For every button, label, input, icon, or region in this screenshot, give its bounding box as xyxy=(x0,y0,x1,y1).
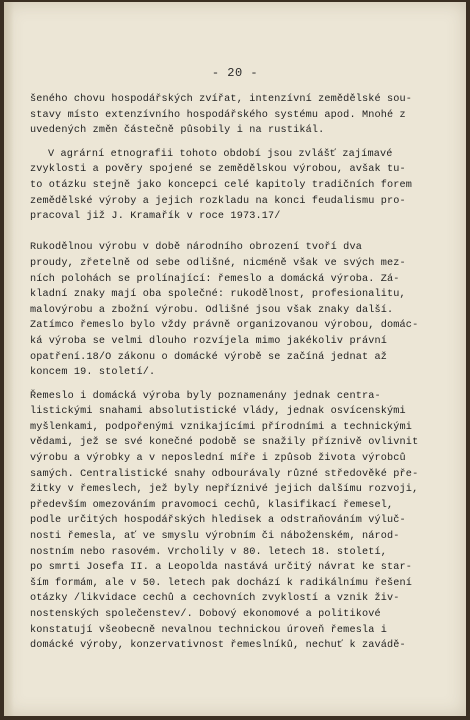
paragraph-2 xyxy=(30,147,450,225)
text-line: listickými snahami absolutistické vlády, jednak osvícenskými xyxy=(30,406,406,418)
text-line: uvedených změn částečně působily i na rustikál. xyxy=(30,125,325,137)
text-line: kladní znaky mají oba společné: rukodělnost, profesionalitu, xyxy=(30,289,406,301)
text-line: opatření.18/O zákonu o domácké výrobě se začíná jednat až xyxy=(30,351,388,363)
paragraph-1 xyxy=(30,92,450,139)
text-line: konstatují všeobecně nevalnou technickou úroveň řemesla i xyxy=(30,624,388,636)
paragraph-3 xyxy=(30,240,450,380)
text-line: V agrární etnografii tohoto období jsou zvlášť zajímavé xyxy=(48,148,393,160)
text-line: malovýrobu a zbožní výrobu. Odlišné jsou však znaky další. xyxy=(30,304,394,316)
page-number: - 20 - xyxy=(211,66,259,80)
text-line: to otázku stejně jako koncepci celé kapitoly tradičních forem xyxy=(30,179,413,191)
text-line: především omezováním pravomoci cechů, klasifikací řemesel, xyxy=(30,499,394,511)
text-line: myšlenkami, podpořenými vznikajícími přírodními a technickými xyxy=(30,421,413,433)
text-line: šeného chovu hospodářských zvířat, intenzívní zemědělské sou- xyxy=(30,94,413,105)
text-line: nosti řemesla, ať ve smyslu výrobním či náboženském, národ- xyxy=(30,531,400,543)
text-line: otázky /likvidace cechů a cechovních zvyklostí a vznik živ- xyxy=(30,593,400,605)
text-line: ká výroba se velmi dlouho rozvíjela mimo jakékoliv právní xyxy=(30,335,388,347)
text-line: Zatímco řemeslo bylo vždy právně organizovanou výrobou, domác- xyxy=(30,320,419,332)
page-binding-edge xyxy=(4,2,14,716)
text-line: Řemeslo i domácká výroba byly poznamenány jednak centra- xyxy=(30,390,381,402)
text-line: nostenských společenstev/. Dobový ekonomové a politikové xyxy=(30,609,381,620)
text-line: samých. Centralistické snahy odbourávaly různé středověké pře- xyxy=(30,468,419,480)
text-body xyxy=(30,92,450,654)
document-page xyxy=(4,2,466,716)
text-line: Rukodělnou výrobu v době národního obrození tvoří dva xyxy=(30,242,362,254)
text-line: nostním nebo rasovém. Vrcholily v 80. letech 18. století, xyxy=(30,546,388,558)
text-line: zemědělské výroby a jejich rozkladu na konci feudalismu pro- xyxy=(30,195,406,207)
text-line: koncem 19. století/. xyxy=(30,367,156,379)
text-line: ším formám, ale v 50. letech pak dochází k radikálnímu řešení xyxy=(30,577,413,589)
text-line: pracoval již J. Kramařík v roce 1973.17/ xyxy=(30,211,281,223)
text-line: po smrti Josefa II. a Leopolda nastává určitý návrat ke star- xyxy=(30,562,413,574)
text-line: stavy místo extenzívního hospodářského systému apod. Mnohé z xyxy=(30,109,406,121)
text-line: žitky v řemeslech, jež byly nepříznivé jejich dalšímu rozvoji, xyxy=(30,484,419,496)
text-line: domácké výroby, konzervativnost řemeslníků, nechuť k zavádě- xyxy=(30,640,406,652)
text-line: ních polohách se prolínající: řemeslo a domácká výroba. Zá- xyxy=(30,273,400,285)
text-line: vědami, jež se své konečné podobě se snažily příznivě ovlivnit xyxy=(30,437,419,449)
text-line: proudy, zřetelně od sebe odlišné, nicméně však ve svých mez- xyxy=(30,257,406,269)
paragraph-4 xyxy=(30,389,450,654)
text-line: výrobu a výrobky a v neposlední míře i způsob života výrobců xyxy=(30,453,406,465)
text-line: zvyklosti a pověry spojené se zemědělskou výrobou, avšak tu- xyxy=(30,164,406,176)
text-line: podle určitých hospodářských hledisek a odstraňováním výluč- xyxy=(30,515,406,527)
